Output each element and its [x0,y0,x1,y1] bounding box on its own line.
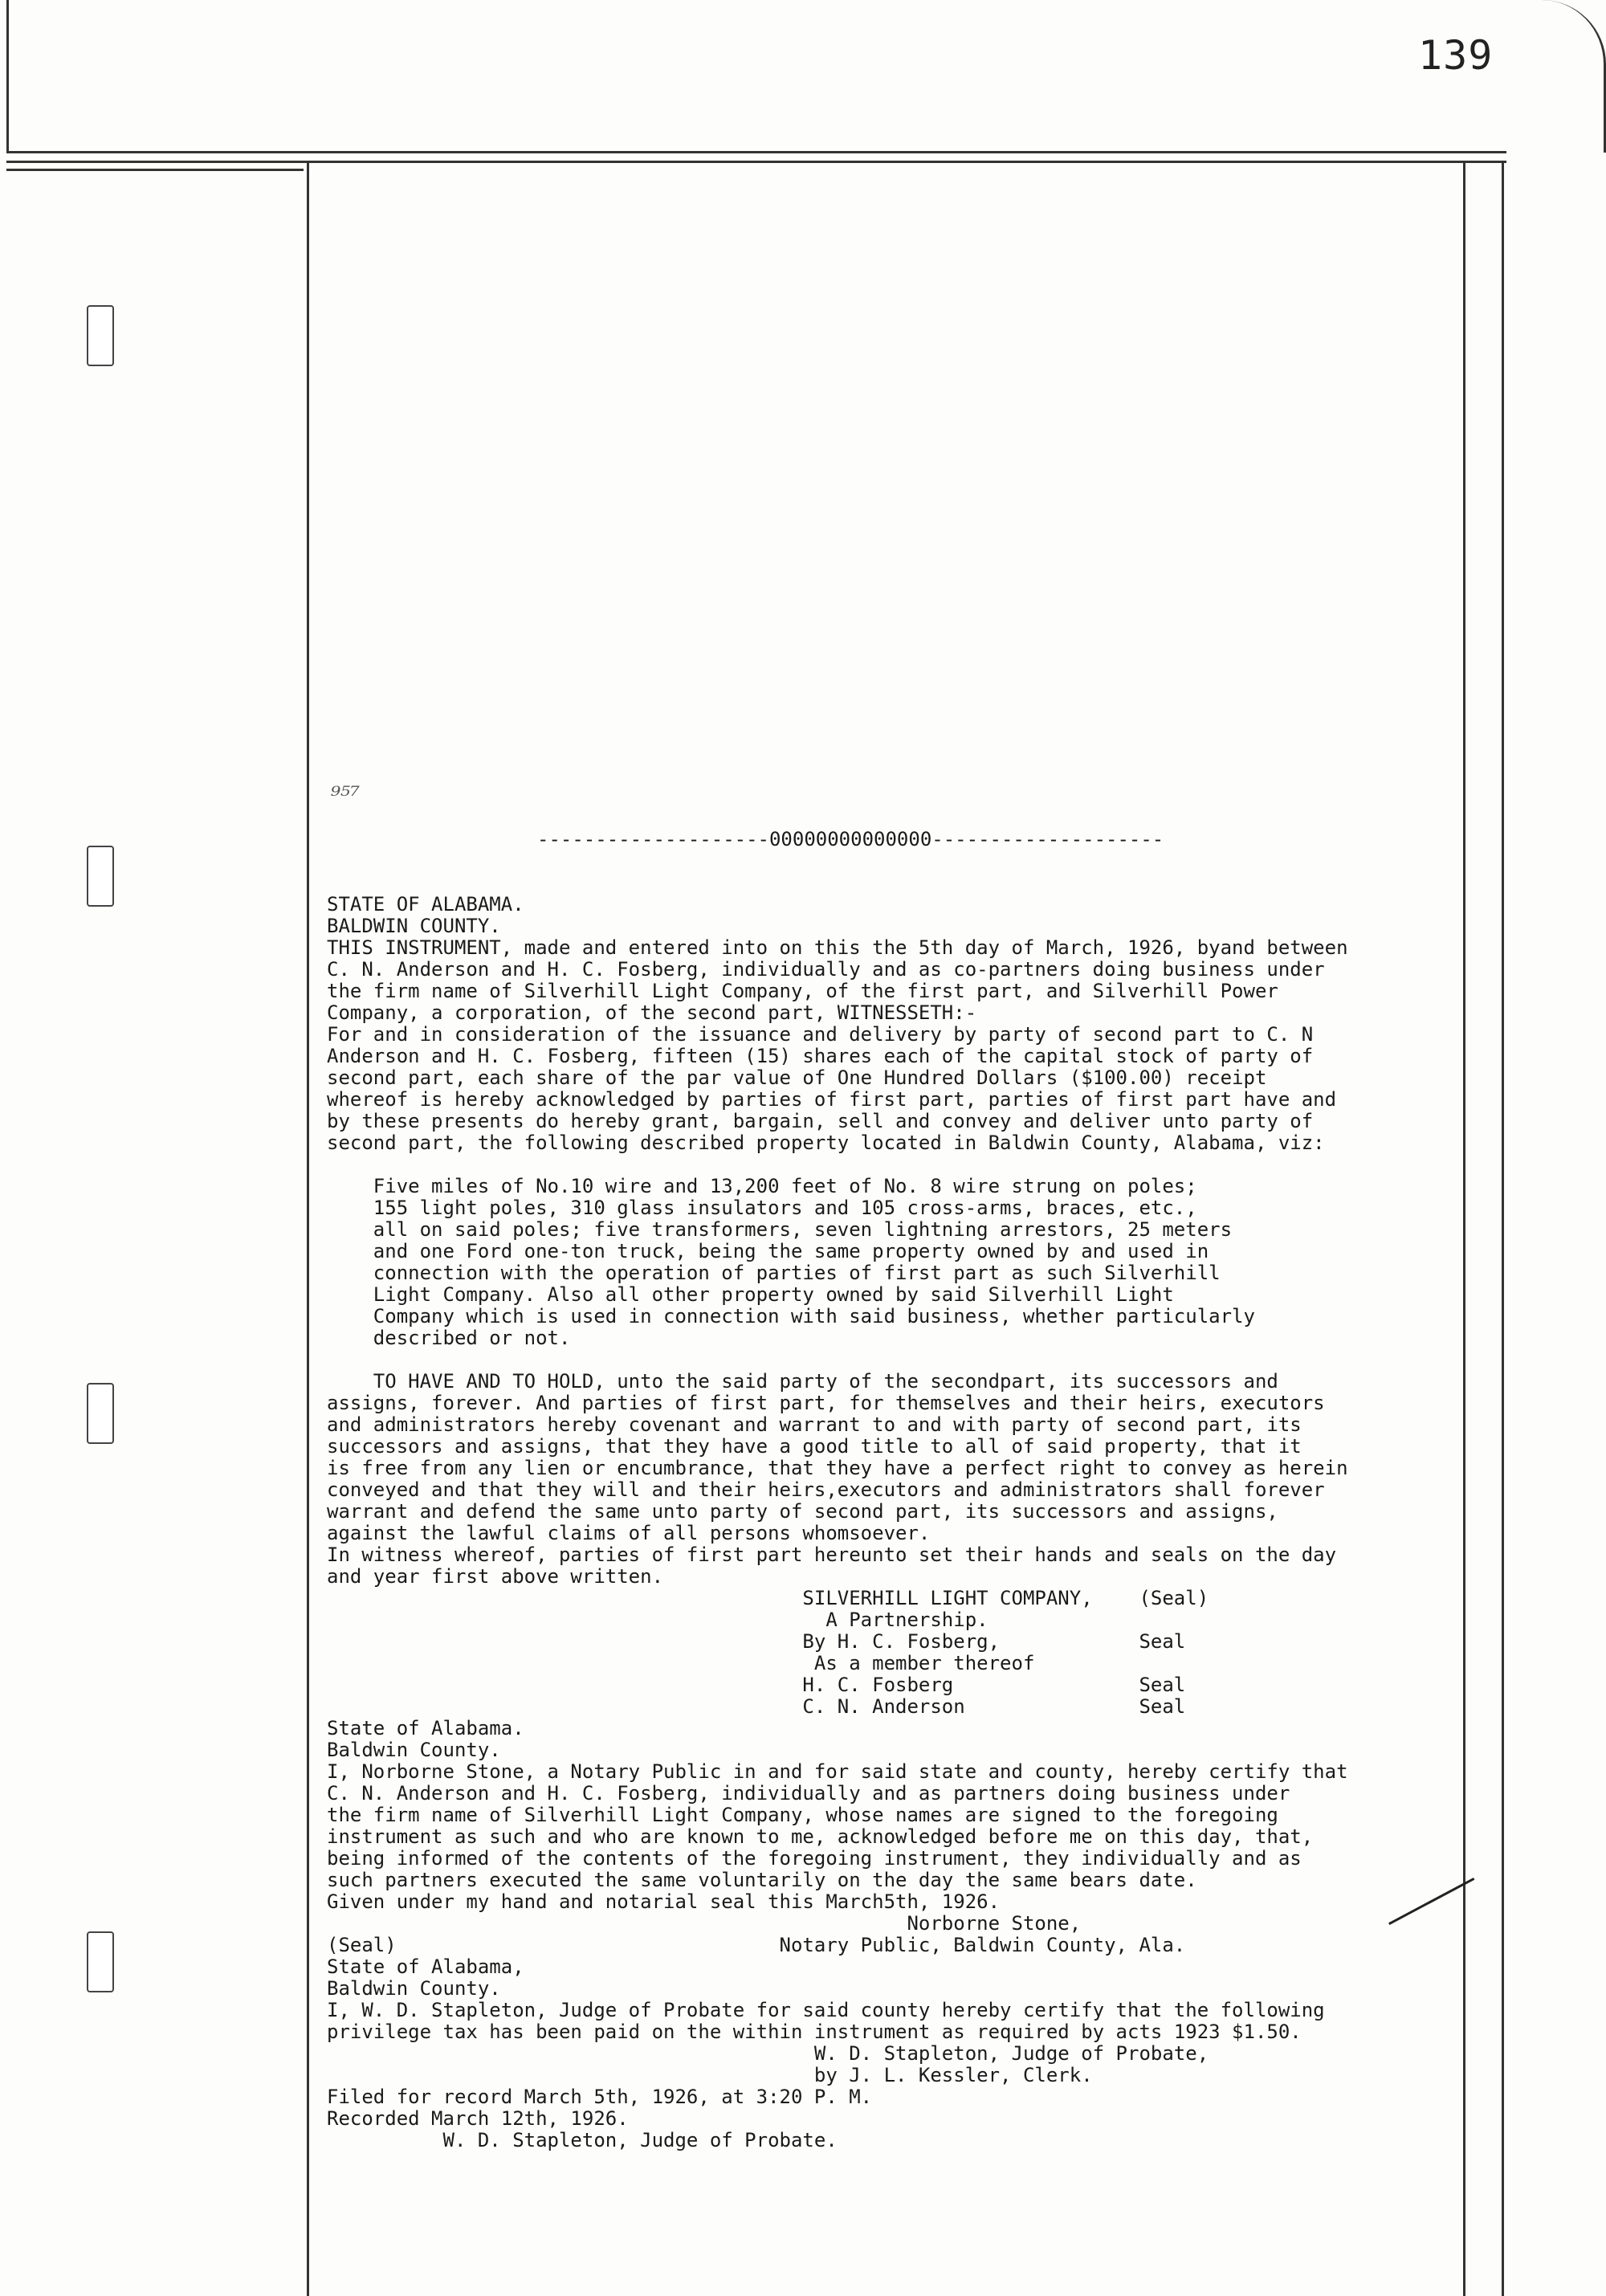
document-line: Recorded March 12th, 1926. [327,2107,629,2130]
document-line: the firm name of Silverhill Light Company, of the first part, and Silverhill Power [327,980,1278,1002]
deed-text [327,785,1467,2195]
page-tab-border [6,0,1510,151]
document-line: described or not. [327,1327,571,1349]
document-line: STATE OF ALABAMA. [327,893,524,916]
page-tab-corner [1491,0,1606,153]
top-rule [6,151,1506,153]
document-line: By H. C. Fosberg, Seal [327,1630,1186,1653]
document-line: W. D. Stapleton, Judge of Probate. [327,2129,838,2151]
margin-annotation: ⁹⁵⁷ [331,782,361,810]
document-line: 155 light poles, 310 glass insulators and 105 cross-arms, braces, etc., [327,1197,1197,1219]
document-line: by J. L. Kessler, Clerk. [327,2064,1093,2086]
punch-hole [87,305,114,366]
document-line: A Partnership. [327,1609,988,1631]
document-line: the firm name of Silverhill Light Company, whose names are signed to the foregoing [327,1804,1278,1826]
punch-hole [87,846,114,907]
punch-hole [87,1931,114,1992]
document-line: I, Norborne Stone, a Notary Public in and for said state and county, hereby certify that [327,1760,1348,1783]
document-line: TO HAVE AND TO HOLD, unto the said party of the secondpart, its successors and [327,1370,1278,1393]
document-line: and year first above written. [327,1565,664,1588]
punch-hole [87,1383,114,1444]
document-line: whereof is hereby acknowledged by parties of first part, parties of first part have and [327,1088,1337,1111]
document-line: I, W. D. Stapleton, Judge of Probate for said county hereby certify that the following [327,1999,1325,2021]
document-line: As a member thereof [327,1652,1035,1674]
document-line: W. D. Stapleton, Judge of Probate, [327,2042,1209,2065]
document-line: For and in consideration of the issuance and delivery by party of second part to C. N [327,1023,1314,1046]
document-line: SILVERHILL LIGHT COMPANY, (Seal) [327,1587,1209,1609]
document-line: State of Alabama, [327,1955,524,1978]
document-line: Five miles of No.10 wire and 13,200 feet of No. 8 wire strung on poles; [327,1175,1197,1197]
document-line: privilege tax has been paid on the within instrument as required by acts 1923 $1.50. [327,2021,1302,2043]
document-line: State of Alabama. [327,1717,524,1739]
separator: --------------------00000000000000-------------------- [537,828,1164,850]
top-rule-double [6,161,1506,163]
document-line: connection with the operation of parties of first part as such Silverhill [327,1262,1221,1284]
document-line: warrant and defend the same unto party of second part, its successors and assigns, [327,1500,1278,1523]
document-line: second part, the following described property located in Baldwin County, Alabama, viz: [327,1132,1325,1154]
document-body [327,894,1467,2151]
document-line: by these presents do hereby grant, bargain, sell and convey and deliver unto party of [327,1110,1314,1132]
document-line: second part, each share of the par value of One Hundred Dollars ($100.00) receipt [327,1066,1267,1089]
document-line: C. N. Anderson and H. C. Fosberg, individually and as co-partners doing business under [327,958,1325,981]
document-line: Light Company. Also all other property owned by said Silverhill Light [327,1283,1174,1306]
document-line [327,1349,1467,1371]
document-line: THIS INSTRUMENT, made and entered into on this the 5th day of March, 1926, byand between [327,936,1348,959]
document-line: and one Ford one-ton truck, being the same property owned by and used in [327,1240,1209,1262]
document-line: being informed of the contents of the foregoing instrument, they individually and as [327,1847,1302,1870]
document-line: Company, a corporation, of the second part, WITNESSETH:- [327,1001,977,1024]
document-line: all on said poles; five transformers, seven lightning arrestors, 25 meters [327,1218,1233,1241]
left-margin-rule [307,161,309,2296]
document-line: Baldwin County. [327,1977,501,2000]
page-number: 139 [1418,32,1494,79]
left-rule-stub [6,169,304,171]
document-line: is free from any lien or encumbrance, that they have a perfect right to convey as herein [327,1457,1348,1479]
document-line: (Seal) Notary Public, Baldwin County, Ala. [327,1934,1186,1956]
document-line: C. N. Anderson Seal [327,1695,1186,1718]
document-line: Company which is used in connection with said business, whether particularly [327,1305,1255,1327]
document-line: and administrators hereby covenant and warrant to and with party of second part, its [327,1413,1302,1436]
document-line: conveyed and that they will and their heirs,executors and administrators shall forever [327,1478,1325,1501]
document-line: Filed for record March 5th, 1926, at 3:20 P. M. [327,2086,873,2108]
document-line: assigns, forever. And parties of first part, for themselves and their heirs, executors [327,1392,1325,1414]
document-line [327,1154,1467,1176]
document-line: Norborne Stone, [327,1912,1082,1935]
right-edge-rule [1502,161,1504,2296]
document-line: successors and assigns, that they have a good title to all of said property, that it [327,1435,1302,1458]
document-line: Anderson and H. C. Fosberg, fifteen (15) shares each of the capital stock of party of [327,1045,1314,1067]
document-line: C. N. Anderson and H. C. Fosberg, individually and as partners doing business under [327,1782,1290,1805]
document-line: against the lawful claims of all persons whomsoever. [327,1522,931,1544]
document-line: In witness whereof, parties of first part hereunto set their hands and seals on the day [327,1544,1337,1566]
document-line: instrument as such and who are known to me, acknowledged before me on this day, that, [327,1825,1314,1848]
document-line: Given under my hand and notarial seal this March5th, 1926. [327,1890,1001,1913]
document-line: Baldwin County. [327,1739,501,1761]
document-line: such partners executed the same voluntarily on the day the same bears date. [327,1869,1197,1891]
document-line: BALDWIN COUNTY. [327,915,501,937]
document-line: H. C. Fosberg Seal [327,1674,1186,1696]
